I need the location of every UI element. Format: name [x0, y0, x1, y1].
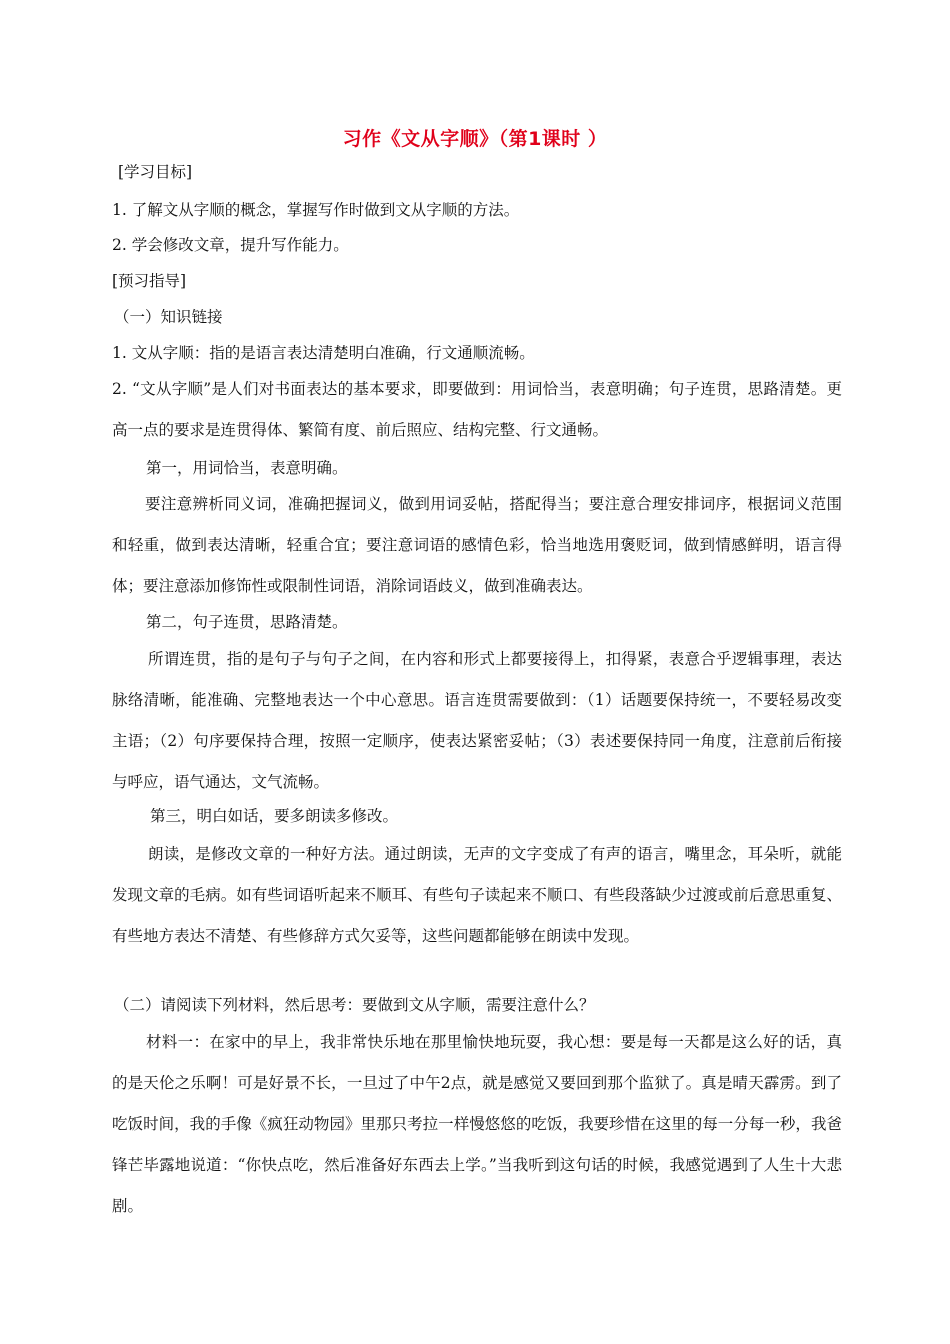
- goals-heading: [学习目标]: [118, 163, 193, 181]
- preview-heading: [预习指导]: [112, 272, 187, 290]
- page-title: 习作《文从字顺》（第1课时 ）: [342, 128, 608, 150]
- point-3-heading: 第三，明白如话，要多朗读多修改。: [150, 807, 399, 825]
- material-1: 材料一：在家中的早上，我非常快乐地在那里愉快地玩耍，我心想：要是每一天都是这么好的话，真的是天伦之乐啊！可是好景不长，一旦过了中午2点，就是感觉又要回到那个监狱了。真是晴天霹雳。到了吃饭时间，我的手像《疯狂动物园》里那只考拉一样慢悠悠的吃饭，我要珍惜在这里的每一分每一秒，我爸锋芒毕露地说道：“你快点吃，然后准备好东西去上学。”当我听到这句话的时候，我感觉遇到了人生十大悲剧。: [112, 1033, 842, 1215]
- knowledge-item-1: 1. 文从字顺：指的是语言表达清楚明白准确，行文通顺流畅。: [112, 344, 535, 362]
- knowledge-heading: （一）知识链接: [114, 308, 223, 326]
- point-2-body: 所谓连贯，指的是句子与句子之间，在内容和形式上都要接得上，扣得紧，表意合乎逻辑事理，表达脉络清晰，能准确、完整地表达一个中心意思。语言连贯需要做到：（1）话题要保持统一，不要轻易改变主语；（2）句序要保持合理，按照一定顺序，使表达紧密妥帖；（3）表述要保持同一角度，注意前后衔接与呼应，语气通达，文气流畅。: [112, 650, 842, 791]
- point-1-heading: 第一，用词恰当，表意明确。: [146, 459, 348, 477]
- knowledge-item-2: 2. “文从字顺”是人们对书面表达的基本要求，即要做到：用词恰当，表意明确；句子连贯，思路清楚。更高一点的要求是连贯得体、繁简有度、前后照应、结构完整、行文通畅。: [112, 380, 842, 439]
- reading-heading: （二）请阅读下列材料，然后思考：要做到文从字顺，需要注意什么？: [114, 996, 595, 1014]
- goal-1: 1. 了解文从字顺的概念，掌握写作时做到文从字顺的方法。: [112, 201, 520, 219]
- point-1-body: 要注意辨析同义词，准确把握词义，做到用词妥帖，搭配得当；要注意合理安排词序，根据词义范围和轻重，做到表达清晰，轻重合宜；要注意词语的感情色彩，恰当地选用褒贬词，做到情感鲜明，语言得体；要注意添加修饰性或限制性词语，消除词语歧义，做到准确表达。: [112, 495, 842, 595]
- point-3-body: 朗读，是修改文章的一种好方法。通过朗读，无声的文字变成了有声的语言，嘴里念，耳朵听，就能发现文章的毛病。如有些词语听起来不顺耳、有些句子读起来不顺口、有些段落缺少过渡或前后意思重复、有些地方表达不清楚、有些修辞方式欠妥等，这些问题都能够在朗读中发现。: [112, 845, 842, 945]
- point-2-heading: 第二，句子连贯，思路清楚。: [146, 613, 348, 631]
- goal-2: 2. 学会修改文章，提升写作能力。: [112, 236, 349, 254]
